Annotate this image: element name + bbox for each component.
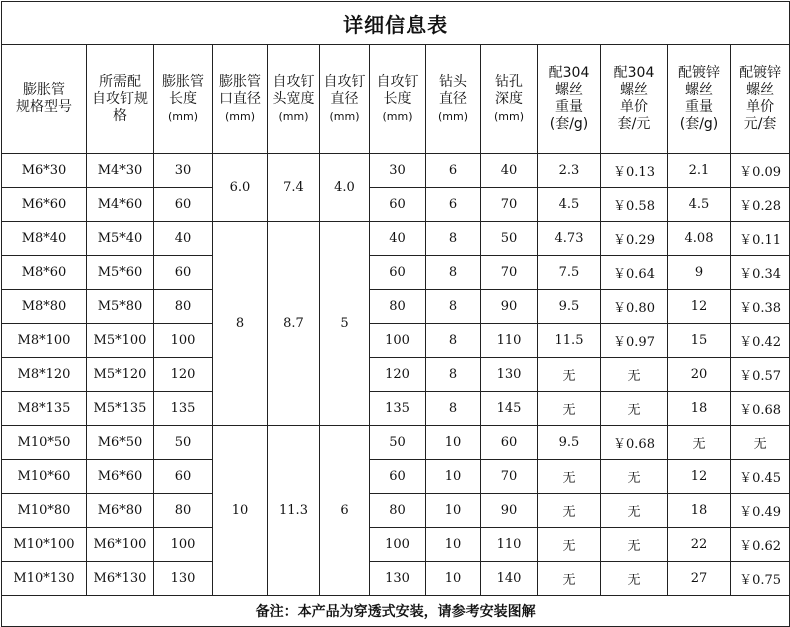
screw-length-cell: 100 [370, 324, 426, 358]
weight-304-cell: 无 [538, 460, 601, 494]
model-cell: M8*100 [2, 324, 87, 358]
drill-depth-cell: 40 [481, 154, 538, 188]
tube-length-cell: 100 [154, 324, 213, 358]
drill-diameter-cell: 8 [426, 324, 481, 358]
model-cell: M10*60 [2, 460, 87, 494]
screw-length-cell: 80 [370, 290, 426, 324]
tube-length-cell: 80 [154, 494, 213, 528]
screw-length-cell: 40 [370, 222, 426, 256]
weight-zinc-cell: 18 [668, 392, 731, 426]
column-header-label: 配304 螺丝 单价 套/元 [613, 65, 655, 132]
column-header-label: 钻头 直径 [439, 73, 467, 107]
column-header-label: 自攻钉 直径 [323, 73, 366, 107]
drill-diameter-cell: 10 [426, 460, 481, 494]
drill-diameter-cell: 10 [426, 528, 481, 562]
weight-zinc-cell: 18 [668, 494, 731, 528]
table-row [2, 528, 790, 562]
column-header-unit: (mm) [493, 109, 524, 123]
column-header-label: 膨胀管 口直径 [219, 73, 261, 107]
column-header [154, 45, 213, 154]
model-cell: M10*100 [2, 528, 87, 562]
price-304-cell: ￥0.29 [601, 222, 668, 256]
screw-spec-cell: M4*30 [87, 154, 154, 188]
weight-zinc-cell: 27 [668, 562, 731, 596]
head-width-cell: 11.3 [268, 426, 320, 596]
drill-diameter-cell: 8 [426, 256, 481, 290]
column-header [538, 45, 601, 154]
price-304-cell: ￥0.68 [601, 426, 668, 460]
price-304-cell: ￥0.64 [601, 256, 668, 290]
tube-length-cell: 60 [154, 188, 213, 222]
price-zinc-cell: 无 [731, 426, 790, 460]
drill-diameter-cell: 8 [426, 290, 481, 324]
screw-length-cell: 130 [370, 562, 426, 596]
footnote: 备注：本产品为穿透式安装，请参考安装图解 [2, 596, 790, 627]
weight-304-cell: 7.5 [538, 256, 601, 290]
tube-length-cell: 40 [154, 222, 213, 256]
table-title: 详细信息表 [2, 2, 790, 45]
drill-depth-cell: 110 [481, 528, 538, 562]
model-cell: M8*40 [2, 222, 87, 256]
tube-length-cell: 60 [154, 256, 213, 290]
drill-diameter-cell: 6 [426, 188, 481, 222]
column-header-unit: (mm) [167, 109, 198, 123]
head-width-cell: 7.4 [268, 154, 320, 222]
price-zinc-cell: ￥0.42 [731, 324, 790, 358]
table-row [2, 460, 790, 494]
tube-length-cell: 100 [154, 528, 213, 562]
screw-spec-cell: M6*130 [87, 562, 154, 596]
price-zinc-cell: ￥0.49 [731, 494, 790, 528]
tube-length-cell: 120 [154, 358, 213, 392]
drill-depth-cell: 70 [481, 460, 538, 494]
price-304-cell: 无 [601, 392, 668, 426]
tube-length-cell: 50 [154, 426, 213, 460]
mouth-diameter-cell: 8 [213, 222, 268, 426]
column-header [320, 45, 370, 154]
screw-diameter-cell: 6 [320, 426, 370, 596]
model-cell: M8*80 [2, 290, 87, 324]
table-row [2, 426, 790, 460]
column-header-label: 配304 螺丝 重量 (套/g) [548, 65, 590, 132]
screw-spec-cell: M5*135 [87, 392, 154, 426]
column-header-label: 膨胀管 规格型号 [16, 82, 72, 115]
column-header-label: 所需配 自攻钉规 格 [92, 73, 148, 124]
column-header-label: 配镀锌 螺丝 单价 元/套 [739, 65, 782, 132]
column-header [731, 45, 790, 154]
screw-length-cell: 50 [370, 426, 426, 460]
table-row [2, 392, 790, 426]
column-header [2, 45, 87, 154]
weight-304-cell: 无 [538, 358, 601, 392]
column-header-unit: (mm) [224, 109, 255, 123]
model-cell: M8*120 [2, 358, 87, 392]
detail-table [1, 1, 790, 627]
screw-spec-cell: M5*60 [87, 256, 154, 290]
drill-depth-cell: 60 [481, 426, 538, 460]
header-row [2, 45, 790, 154]
column-header-unit: (mm) [329, 109, 360, 123]
tube-length-cell: 60 [154, 460, 213, 494]
screw-length-cell: 30 [370, 154, 426, 188]
screw-spec-cell: M6*60 [87, 460, 154, 494]
drill-depth-cell: 110 [481, 324, 538, 358]
weight-zinc-cell: 12 [668, 290, 731, 324]
column-header-label: 膨胀管 长度 [162, 73, 204, 107]
price-zinc-cell: ￥0.09 [731, 154, 790, 188]
drill-depth-cell: 90 [481, 290, 538, 324]
weight-zinc-cell: 2.1 [668, 154, 731, 188]
column-header-unit: (mm) [437, 109, 468, 123]
screw-spec-cell: M5*80 [87, 290, 154, 324]
drill-depth-cell: 130 [481, 358, 538, 392]
column-header [213, 45, 268, 154]
table-row [2, 358, 790, 392]
weight-304-cell: 2.3 [538, 154, 601, 188]
tube-length-cell: 80 [154, 290, 213, 324]
model-cell: M8*60 [2, 256, 87, 290]
price-304-cell: 无 [601, 528, 668, 562]
price-zinc-cell: ￥0.75 [731, 562, 790, 596]
price-zinc-cell: ￥0.68 [731, 392, 790, 426]
model-cell: M6*60 [2, 188, 87, 222]
weight-zinc-cell: 9 [668, 256, 731, 290]
mouth-diameter-cell: 6.0 [213, 154, 268, 222]
screw-spec-cell: M6*100 [87, 528, 154, 562]
screw-spec-cell: M5*40 [87, 222, 154, 256]
weight-304-cell: 无 [538, 392, 601, 426]
price-304-cell: ￥0.80 [601, 290, 668, 324]
mouth-diameter-cell: 10 [213, 426, 268, 596]
drill-diameter-cell: 10 [426, 562, 481, 596]
screw-diameter-cell: 5 [320, 222, 370, 426]
screw-spec-cell: M6*50 [87, 426, 154, 460]
tube-length-cell: 135 [154, 392, 213, 426]
model-cell: M10*130 [2, 562, 87, 596]
drill-depth-cell: 145 [481, 392, 538, 426]
column-header-label: 配镀锌 螺丝 重量 (套/g) [678, 65, 720, 132]
column-header-unit: (mm) [278, 109, 309, 123]
table-body [2, 154, 790, 596]
screw-length-cell: 60 [370, 460, 426, 494]
weight-304-cell: 11.5 [538, 324, 601, 358]
model-cell: M8*135 [2, 392, 87, 426]
weight-zinc-cell: 20 [668, 358, 731, 392]
drill-diameter-cell: 8 [426, 358, 481, 392]
column-header [481, 45, 538, 154]
weight-304-cell: 4.5 [538, 188, 601, 222]
drill-diameter-cell: 8 [426, 392, 481, 426]
price-304-cell: 无 [601, 494, 668, 528]
column-header-unit: (mm) [382, 109, 413, 123]
weight-zinc-cell: 无 [668, 426, 731, 460]
screw-length-cell: 60 [370, 188, 426, 222]
drill-depth-cell: 70 [481, 256, 538, 290]
weight-zinc-cell: 15 [668, 324, 731, 358]
weight-zinc-cell: 12 [668, 460, 731, 494]
screw-spec-cell: M5*120 [87, 358, 154, 392]
price-304-cell: 无 [601, 562, 668, 596]
tube-length-cell: 30 [154, 154, 213, 188]
weight-304-cell: 9.5 [538, 426, 601, 460]
table-row [2, 562, 790, 596]
weight-zinc-cell: 4.5 [668, 188, 731, 222]
table-row [2, 324, 790, 358]
column-header-label: 自攻钉 头宽度 [272, 73, 315, 107]
drill-diameter-cell: 10 [426, 426, 481, 460]
screw-length-cell: 135 [370, 392, 426, 426]
column-header [668, 45, 731, 154]
drill-diameter-cell: 6 [426, 154, 481, 188]
tube-length-cell: 130 [154, 562, 213, 596]
price-304-cell: 无 [601, 358, 668, 392]
price-304-cell: ￥0.13 [601, 154, 668, 188]
screw-length-cell: 120 [370, 358, 426, 392]
price-zinc-cell: ￥0.57 [731, 358, 790, 392]
price-304-cell: 无 [601, 460, 668, 494]
spec-sheet [1, 1, 789, 623]
screw-spec-cell: M6*80 [87, 494, 154, 528]
weight-304-cell: 无 [538, 562, 601, 596]
weight-zinc-cell: 22 [668, 528, 731, 562]
screw-diameter-cell: 4.0 [320, 154, 370, 222]
weight-zinc-cell: 4.08 [668, 222, 731, 256]
table-row [2, 256, 790, 290]
screw-spec-cell: M4*60 [87, 188, 154, 222]
table-row [2, 494, 790, 528]
drill-depth-cell: 70 [481, 188, 538, 222]
column-header [268, 45, 320, 154]
screw-length-cell: 60 [370, 256, 426, 290]
price-zinc-cell: ￥0.62 [731, 528, 790, 562]
screw-spec-cell: M5*100 [87, 324, 154, 358]
price-zinc-cell: ￥0.11 [731, 222, 790, 256]
screw-length-cell: 80 [370, 494, 426, 528]
table-row [2, 222, 790, 256]
price-304-cell: ￥0.58 [601, 188, 668, 222]
model-cell: M6*30 [2, 154, 87, 188]
model-cell: M10*80 [2, 494, 87, 528]
table-row [2, 154, 790, 188]
weight-304-cell: 无 [538, 528, 601, 562]
weight-304-cell: 4.73 [538, 222, 601, 256]
column-header-label: 自攻钉 长度 [376, 73, 419, 107]
column-header [87, 45, 154, 154]
drill-depth-cell: 140 [481, 562, 538, 596]
model-cell: M10*50 [2, 426, 87, 460]
column-header [370, 45, 426, 154]
drill-diameter-cell: 8 [426, 222, 481, 256]
table-row [2, 188, 790, 222]
weight-304-cell: 9.5 [538, 290, 601, 324]
drill-depth-cell: 90 [481, 494, 538, 528]
column-header [426, 45, 481, 154]
column-header [601, 45, 668, 154]
price-304-cell: ￥0.97 [601, 324, 668, 358]
price-zinc-cell: ￥0.45 [731, 460, 790, 494]
head-width-cell: 8.7 [268, 222, 320, 426]
price-zinc-cell: ￥0.38 [731, 290, 790, 324]
column-header-label: 钻孔 深度 [495, 73, 523, 107]
drill-depth-cell: 50 [481, 222, 538, 256]
price-zinc-cell: ￥0.28 [731, 188, 790, 222]
table-row [2, 290, 790, 324]
drill-diameter-cell: 10 [426, 494, 481, 528]
weight-304-cell: 无 [538, 494, 601, 528]
price-zinc-cell: ￥0.34 [731, 256, 790, 290]
screw-length-cell: 100 [370, 528, 426, 562]
